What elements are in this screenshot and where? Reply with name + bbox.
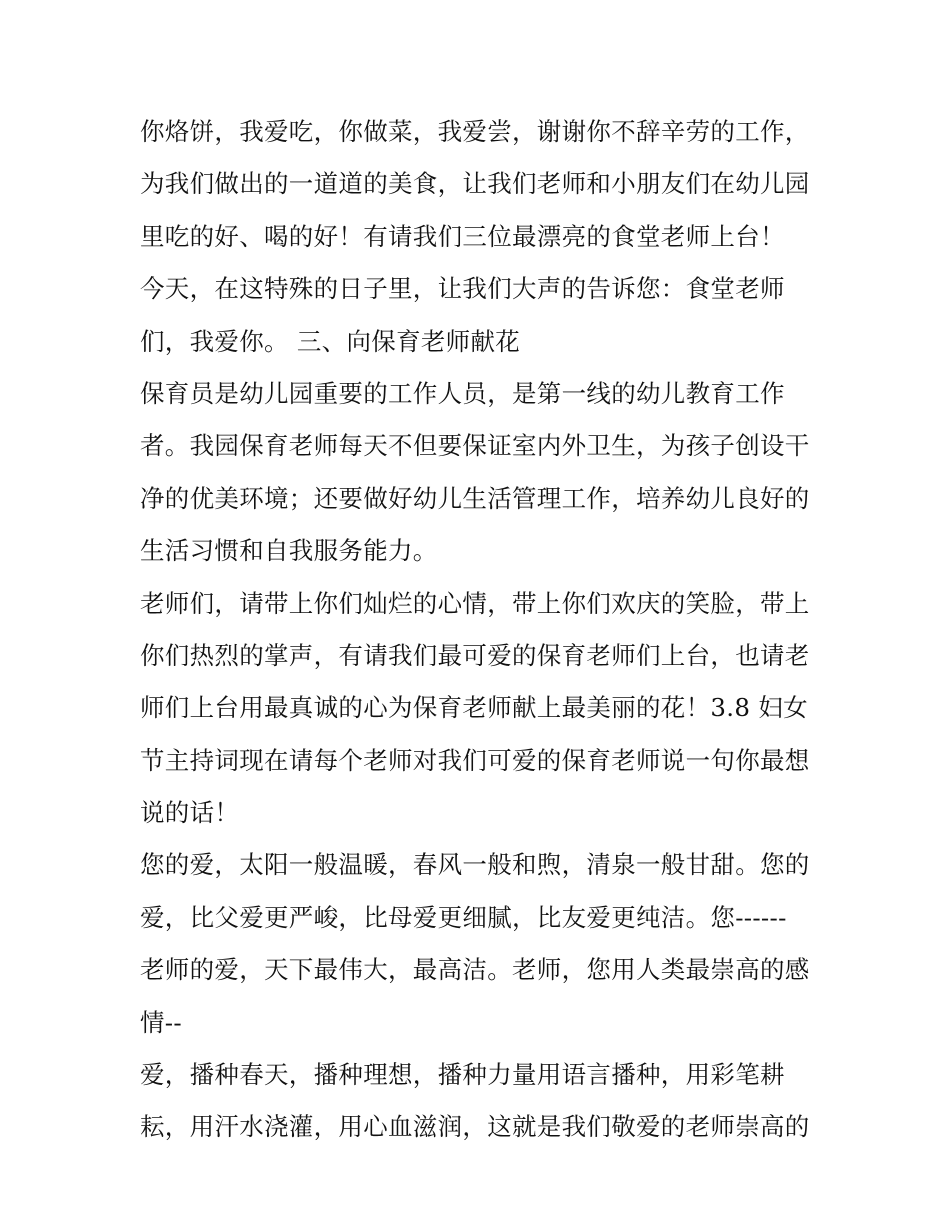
text-line: 者。我园保育老师每天不但要保证室内外卫生，为孩子创设干 xyxy=(140,431,810,461)
text-line: 里吃的好、喝的好！有请我们三位最漂亮的食堂老师上台！ xyxy=(140,221,785,251)
text-line: 耘，用汗水浇灌，用心血滋润，这就是我们敬爱的老师崇高的 xyxy=(140,1112,810,1142)
text-line: 净的优美环境；还要做好幼儿生活管理工作，培养幼儿良好的 xyxy=(140,483,810,513)
text-line: 保育员是幼儿园重要的工作人员，是第一线的幼儿教育工作 xyxy=(140,378,785,408)
text-line: 们，我爱你。 三、向保育老师献花 xyxy=(140,326,521,356)
document-body xyxy=(140,106,830,1154)
text-line: 师们上台用最真诚的心为保育老师献上最美丽的花！3.8 妇女 xyxy=(140,693,808,723)
text-line: 情-- xyxy=(140,1007,182,1037)
text-line: 生活习惯和自我服务能力。 xyxy=(140,536,438,566)
text-line: 老师们，请带上你们灿烂的心情，带上你们欢庆的笑脸，带上 xyxy=(140,588,810,618)
text-line: 为我们做出的一道道的美食，让我们老师和小朋友们在幼儿园 xyxy=(140,169,810,199)
text-line: 爱，播种春天，播种理想，播种力量用语言播种，用彩笔耕 xyxy=(140,1060,785,1090)
text-line: 节主持词现在请每个老师对我们可爱的保育老师说一句你最想 xyxy=(140,745,810,775)
text-line: 你们热烈的掌声，有请我们最可爱的保育老师们上台，也请老 xyxy=(140,640,810,670)
text-line: 今天，在这特殊的日子里，让我们大声的告诉您：食堂老师 xyxy=(140,274,785,304)
text-line: 说的话！ xyxy=(140,798,240,828)
text-line: 您的爱，太阳一般温暖，春风一般和煦，清泉一般甘甜。您的 xyxy=(140,850,810,880)
text-line: 爱，比父爱更严峻，比母爱更细腻，比友爱更纯洁。您------ xyxy=(140,902,787,932)
text-line: 你烙饼，我爱吃，你做菜，我爱尝，谢谢你不辞辛劳的工作， xyxy=(140,117,810,146)
text-line: 老师的爱，天下最伟大，最高洁。老师，您用人类最崇高的感 xyxy=(140,955,810,985)
